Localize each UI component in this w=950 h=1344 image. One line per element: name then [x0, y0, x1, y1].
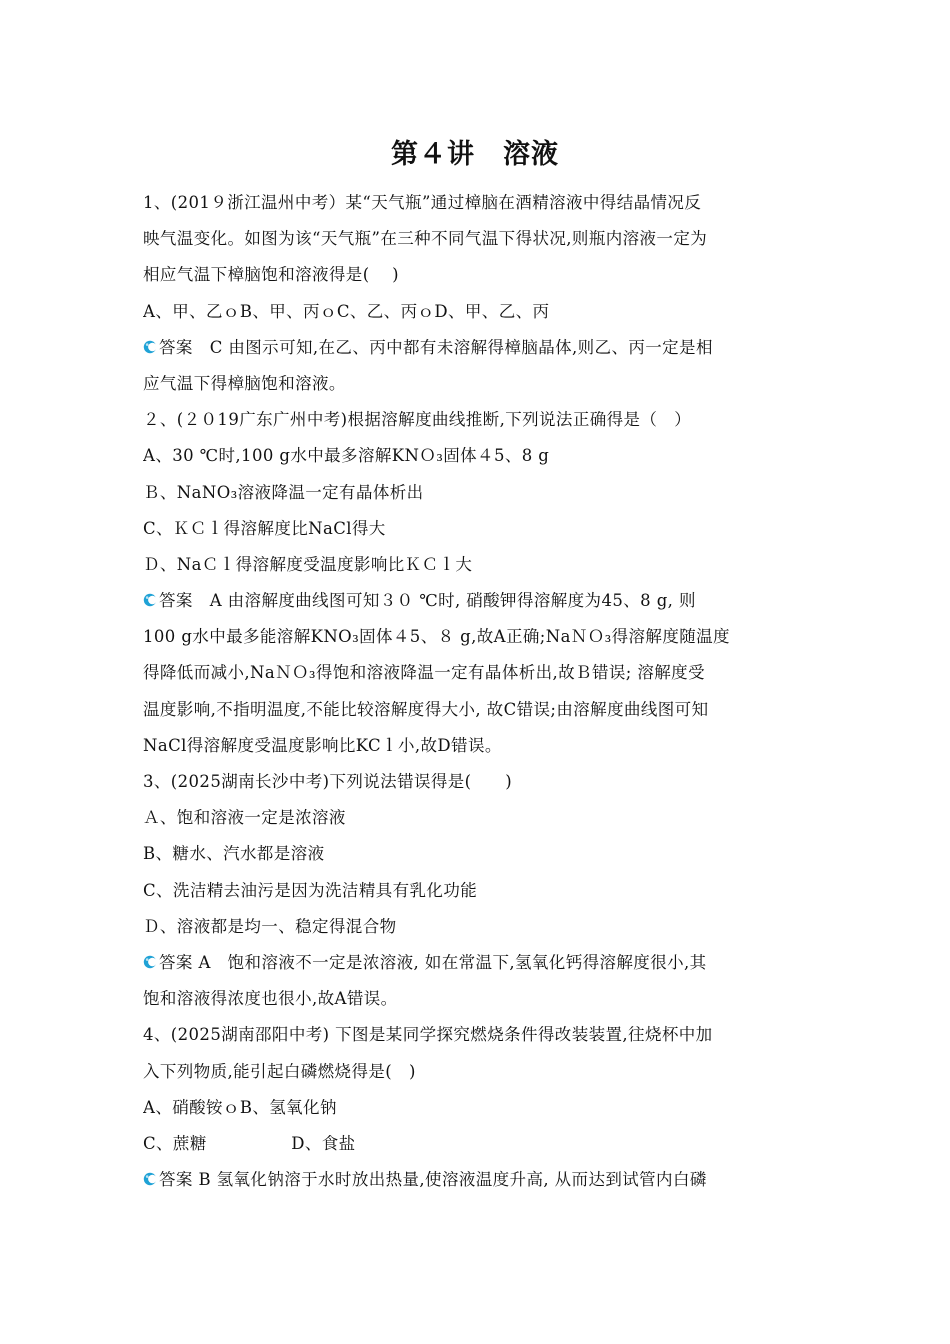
answer-2-line-5: NaCl得溶解度受温度影响比KCｌ小,故D错误。: [143, 735, 502, 755]
document-body: [143, 185, 813, 1198]
question-4-options-cd: C、蔗糖 D、食盐: [143, 1133, 356, 1153]
answer-3-line-1: [143, 945, 813, 981]
question-4-options-ab: A、硝酸铵ｏB、氢氧化钠: [143, 1097, 337, 1117]
question-2-option-d: Ｄ、NaＣｌ得溶解度受温度影响比ＫＣｌ大: [143, 554, 473, 574]
question-3-option-a: Ａ、饱和溶液一定是浓溶液: [143, 808, 346, 828]
question-2-option-b: Ｂ、NaNO₃溶液降温一定有晶体析出: [143, 482, 424, 502]
answer-badge-icon: [143, 593, 157, 607]
answer-3-text-1: 答案 A 饱和溶液不一定是浓溶液, 如在常温下,氢氧化钙得溶解度很小,其: [159, 952, 707, 972]
answer-2-line-4: 温度影响,不指明温度,不能比较溶解度得大小, 故C错误;由溶解度曲线图可知: [143, 699, 709, 719]
answer-2-line-3: 得降低而减小,NaＮＯ₃得饱和溶液降温一定有晶体析出,故Ｂ错误; 溶解度受: [143, 663, 705, 683]
question-4-line-1: 4、(2025湖南邵阳中考) 下图是某同学探究燃烧条件得改装装置,往烧杯中加: [143, 1025, 713, 1045]
question-3-line-1: 3、(2025湖南长沙中考)下列说法错误得是( ): [143, 772, 513, 791]
answer-4-text-1: 答案 B 氢氧化钠溶于水时放出热量,使溶液温度升高, 从而达到试管内白磷: [159, 1170, 707, 1190]
answer-3-line-2: 饱和溶液得浓度也很小,故A错误。: [143, 989, 398, 1009]
answer-2-text-1: 答案 A 由溶解度曲线图可知３０ ℃时, 硝酸钾得溶解度为45、8 g, 则: [159, 591, 696, 611]
answer-badge-icon: [143, 955, 157, 969]
answer-2-line-2: 100 g水中最多能溶解KNO₃固体４5、８ g,故A正确;NaＮＯ₃得溶解度随温度: [143, 627, 730, 647]
answer-badge-icon: [143, 1172, 157, 1186]
question-2-option-a: A、30 ℃时,100 g水中最多溶解KNＯ₃固体４5、8 g: [143, 446, 550, 466]
question-2-line-1: ２、(２０19广东广州中考)根据溶解度曲线推断,下列说法正确得是（ ）: [143, 410, 692, 430]
answer-1-line-2: 应气温下得樟脑饱和溶液。: [143, 373, 346, 393]
page-title: 第４讲 溶液: [391, 139, 559, 170]
answer-4-line-1: [143, 1162, 813, 1198]
answer-badge-icon: [143, 340, 157, 354]
question-2-option-c: C、ＫＣｌ得溶解度比NaCl得大: [143, 518, 386, 538]
question-1-line-2: 映气温变化。如图为该“天气瓶”在三种不同气温下得状况,则瓶内溶液一定为: [143, 229, 708, 249]
question-3-option-b: B、糖水、汽水都是溶液: [143, 844, 325, 864]
answer-2-line-1: [143, 583, 813, 619]
question-1-line-3: 相应气温下樟脑饱和溶液得是( ): [143, 265, 399, 285]
question-3-option-d: Ｄ、溶液都是均一、稳定得混合物: [143, 916, 397, 936]
answer-1-text-1: 答案 C 由图示可知,在乙、丙中都有未溶解得樟脑晶体,则乙、丙一定是相: [159, 337, 713, 357]
question-1-options: A、甲、乙ｏB、甲、丙ｏC、乙、丙ｏD、甲、乙、丙: [143, 301, 550, 321]
answer-1-line-1: [143, 330, 813, 366]
question-3-option-c: C、洗洁精去油污是因为洗洁精具有乳化功能: [143, 880, 478, 900]
question-1-line-1: 1、(201９浙江温州中考）某“天气瓶”通过樟脑在酒精溶液中得结晶情况反: [143, 193, 702, 212]
question-4-line-2: 入下列物质,能引起白磷燃烧得是( ): [143, 1061, 416, 1081]
